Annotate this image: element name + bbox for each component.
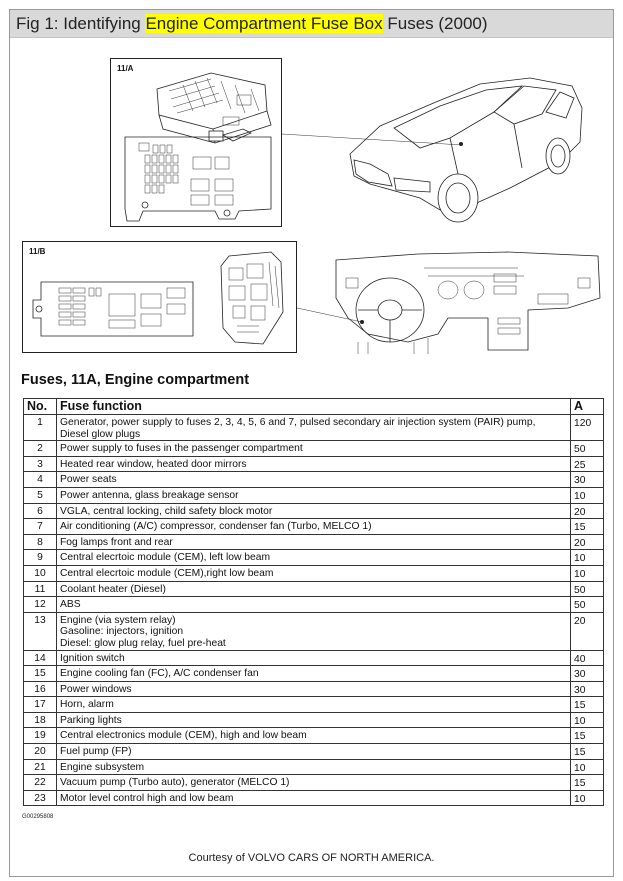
fuse-amperage: 15 [571, 697, 604, 713]
fuse-function [57, 728, 571, 744]
fuse-amperage: 10 [571, 565, 604, 581]
courtesy-credit: Courtesy of VOLVO CARS OF NORTH AMERICA. [188, 852, 435, 864]
fuse-function-line: Diesel glow plugs [60, 428, 141, 440]
fuse-function [57, 597, 571, 613]
fuse-function-line: Vacuum pump (Turbo auto), generator (MELCO 1) [60, 777, 290, 789]
table-row [24, 441, 604, 457]
fuse-box-11a-illustration [111, 59, 281, 226]
fuse-amperage: 30 [571, 666, 604, 682]
fuse-function [57, 565, 571, 581]
fuse-amperage: 120 [571, 415, 604, 441]
fuse-function [57, 441, 571, 457]
fuse-function [57, 503, 571, 519]
fuse-number: 16 [24, 681, 57, 697]
inset-11a [110, 58, 282, 227]
column-header-function: Fuse function [57, 399, 571, 415]
fuse-function [57, 519, 571, 535]
table-row [24, 681, 604, 697]
fuse-function [57, 415, 571, 441]
fuse-function-line: Heated rear window, heated door mirrors [60, 458, 247, 470]
table-row [24, 456, 604, 472]
fuse-function-line: Power antenna, glass breakage sensor [60, 489, 239, 501]
fuse-number: 18 [24, 712, 57, 728]
fuse-number: 15 [24, 666, 57, 682]
fuse-function-line: Ignition switch [60, 652, 125, 664]
fuse-table [23, 398, 604, 806]
fuse-amperage: 50 [571, 441, 604, 457]
fuse-amperage: 20 [571, 534, 604, 550]
table-row [24, 744, 604, 760]
fuse-number: 10 [24, 565, 57, 581]
fuse-number: 23 [24, 790, 57, 806]
table-row [24, 775, 604, 791]
fuse-function-line: Parking lights [60, 714, 122, 726]
inset-11b-label: 11/B [29, 247, 46, 256]
fuse-amperage: 20 [571, 612, 604, 650]
fuse-number: 14 [24, 650, 57, 666]
table-row [24, 597, 604, 613]
fuse-amperage: 10 [571, 790, 604, 806]
title-suffix: Fuses (2000) [382, 14, 488, 33]
fuse-amperage: 10 [571, 487, 604, 503]
vehicle-illustration [310, 68, 600, 228]
fuse-function [57, 472, 571, 488]
fuse-number: 6 [24, 503, 57, 519]
fuse-function-line: Engine (via system relay) [60, 614, 176, 626]
fuse-function [57, 487, 571, 503]
fuse-function [57, 744, 571, 760]
fuse-amperage: 10 [571, 759, 604, 775]
fuse-number: 4 [24, 472, 57, 488]
table-header-row [24, 399, 604, 415]
fuse-function [57, 790, 571, 806]
fuse-amperage: 15 [571, 728, 604, 744]
table-row [24, 759, 604, 775]
fuse-number: 21 [24, 759, 57, 775]
fuse-function-line: VGLA, central locking, child safety block motor [60, 505, 273, 517]
inset-11b [22, 241, 297, 353]
fuse-function [57, 534, 571, 550]
fuse-amperage: 15 [571, 519, 604, 535]
title-prefix: Fig 1: Identifying [16, 14, 146, 33]
fuse-number: 2 [24, 441, 57, 457]
fuse-number: 22 [24, 775, 57, 791]
fuse-function-line: Engine subsystem [60, 761, 145, 773]
fuse-number: 19 [24, 728, 57, 744]
fuse-function-line: Diesel: glow plug relay, fuel pre-heat [60, 637, 226, 649]
fuse-number: 11 [24, 581, 57, 597]
table-row [24, 581, 604, 597]
figure-title [10, 10, 613, 38]
fuse-number: 12 [24, 597, 57, 613]
table-row [24, 790, 604, 806]
fuse-function [57, 581, 571, 597]
fuse-number: 9 [24, 550, 57, 566]
fuse-amperage: 50 [571, 597, 604, 613]
fuse-function-line: Air conditioning (A/C) compressor, condenser fan (Turbo, MELCO 1) [60, 521, 372, 533]
table-row [24, 534, 604, 550]
section-title: Fuses, 11A, Engine compartment [21, 372, 250, 388]
fuse-function-line: Power seats [60, 474, 117, 486]
fuse-function [57, 666, 571, 682]
figure-code: G00295808 [22, 814, 54, 820]
fuse-amperage: 30 [571, 472, 604, 488]
fuse-function [57, 775, 571, 791]
table-body [24, 415, 604, 806]
fuse-function-line: Gasoline: injectors, ignition [60, 626, 184, 638]
fuse-number: 17 [24, 697, 57, 713]
table-row [24, 503, 604, 519]
fuse-function-line: Engine cooling fan (FC), A/C condenser fan [60, 668, 259, 680]
table-row [24, 550, 604, 566]
fuse-function-line: ABS [60, 599, 81, 611]
fuse-number: 7 [24, 519, 57, 535]
fuse-amperage: 50 [571, 581, 604, 597]
fuse-function-line: Motor level control high and low beam [60, 792, 234, 804]
fuse-function-line: Central electronics module (CEM), high and low beam [60, 730, 307, 742]
fuse-function [57, 697, 571, 713]
fuse-function [57, 759, 571, 775]
fuse-amperage: 30 [571, 681, 604, 697]
column-header-no: No. [24, 399, 57, 415]
table-row [24, 519, 604, 535]
figure-frame [9, 9, 614, 877]
title-highlight: Engine Compartment Fuse Box [145, 14, 383, 33]
fuse-number: 13 [24, 612, 57, 650]
fuse-function-line: Power supply to fuses in the passenger compartment [60, 443, 303, 455]
fuse-function-line: Fog lamps front and rear [60, 536, 173, 548]
fuse-amperage: 20 [571, 503, 604, 519]
fuse-function-line: Coolant heater (Diesel) [60, 583, 166, 595]
fuse-amperage: 15 [571, 775, 604, 791]
table-row [24, 650, 604, 666]
fuse-function-line: Generator, power supply to fuses 2, 3, 4, 5, 6 and 7, pulsed secondary air injection system (PAIR) pump, [60, 417, 536, 428]
table-row [24, 612, 604, 650]
fuse-function [57, 550, 571, 566]
fuse-amperage: 10 [571, 550, 604, 566]
fuse-function-line: Central elecrtoic module (CEM),right low beam [60, 567, 274, 579]
fuse-function [57, 650, 571, 666]
fuse-function-line: Power windows [60, 683, 132, 695]
fuse-function-line: Fuel pump (FP) [60, 746, 132, 758]
fuse-function [57, 612, 571, 650]
table-row [24, 415, 604, 441]
fuse-function [57, 712, 571, 728]
fuse-amperage: 40 [571, 650, 604, 666]
column-header-amps: A [571, 399, 604, 415]
table-row [24, 697, 604, 713]
inset-11a-label: 11/A [117, 64, 134, 73]
fuse-function [57, 681, 571, 697]
fuse-amperage: 25 [571, 456, 604, 472]
dashboard-illustration [328, 238, 608, 354]
table-row [24, 712, 604, 728]
fuse-number: 1 [24, 415, 57, 441]
fuse-number: 20 [24, 744, 57, 760]
fuse-function-line: Central elecrtoic module (CEM), left low beam [60, 552, 271, 564]
fuse-amperage: 10 [571, 712, 604, 728]
table-row [24, 565, 604, 581]
table-row [24, 666, 604, 682]
fuse-amperage: 15 [571, 744, 604, 760]
fuse-function [57, 456, 571, 472]
table-row [24, 728, 604, 744]
fuse-box-11b-illustration [23, 242, 296, 352]
fuse-function-line: Horn, alarm [60, 699, 114, 711]
fuse-number: 5 [24, 487, 57, 503]
table-row [24, 487, 604, 503]
table-row [24, 472, 604, 488]
fuse-number: 8 [24, 534, 57, 550]
fuse-number: 3 [24, 456, 57, 472]
